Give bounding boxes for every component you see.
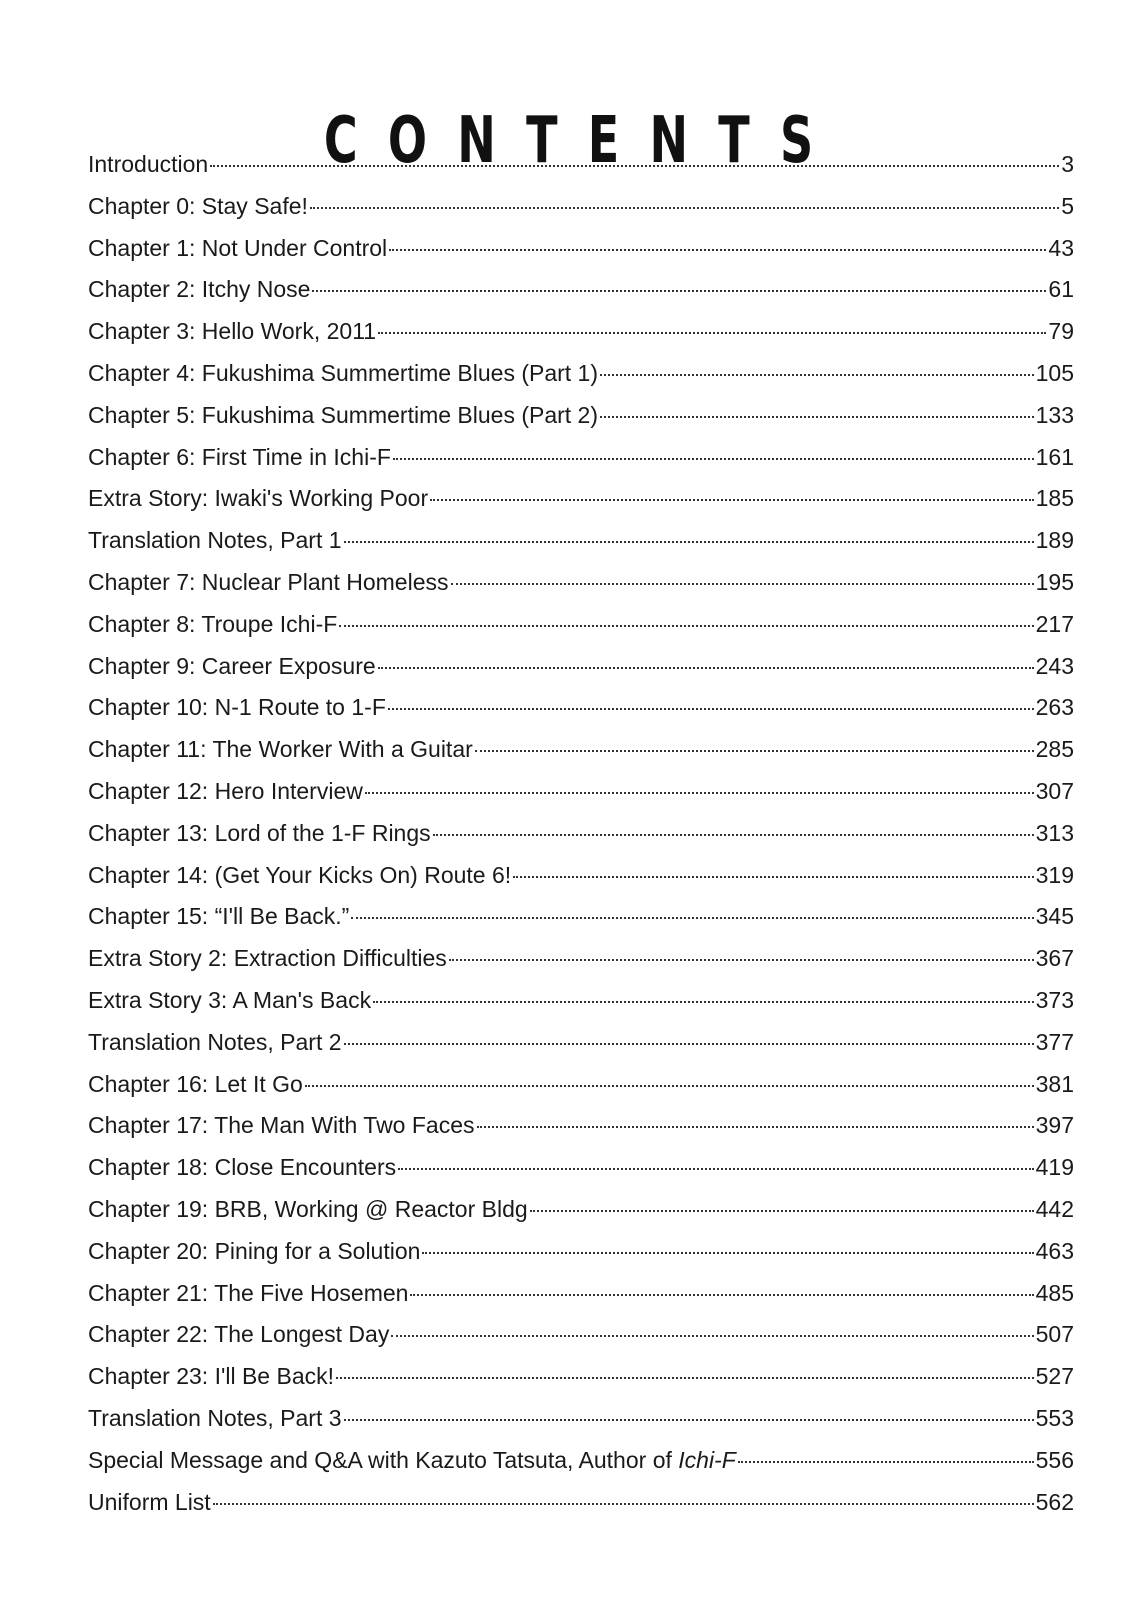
toc-entry[interactable] (88, 228, 1074, 270)
toc-entry-page-number: 373 (1035, 986, 1074, 1013)
toc-entry-page-number: 463 (1035, 1237, 1074, 1264)
dot-leader (393, 458, 1034, 460)
toc-entry[interactable] (88, 311, 1074, 353)
dot-leader (449, 959, 1034, 961)
toc-entry-title-text: Special Message and Q&A with Kazuto Tatsuta, Author of (88, 1446, 679, 1473)
dot-leader (422, 1252, 1033, 1254)
toc-entry-title-text: Uniform List (88, 1488, 211, 1515)
toc-entry-page-number: 507 (1035, 1321, 1074, 1348)
toc-entry-page-number: 243 (1035, 652, 1074, 679)
toc-entry-title (88, 687, 386, 729)
toc-entry-page-number: 562 (1035, 1488, 1074, 1515)
toc-entry-title-text: Chapter 4: Fukushima Summertime Blues (Part 1) (88, 359, 599, 386)
toc-entry[interactable] (88, 1314, 1074, 1356)
toc-entry[interactable] (88, 729, 1074, 771)
toc-entry-title-text: Chapter 15: “I'll Be Back.” (88, 903, 350, 930)
toc-entry-title-text: Chapter 18: Close Encounters (88, 1154, 397, 1181)
toc-entry-title-text: Extra Story: Iwaki's Working Poor (88, 485, 429, 512)
toc-entry-title (88, 311, 376, 353)
dot-leader (738, 1461, 1034, 1463)
toc-entry[interactable] (88, 1482, 1074, 1524)
toc-entry-title (88, 269, 310, 311)
toc-entry-title-text: Chapter 11: The Worker With a Guitar (88, 736, 473, 763)
toc-entry-page-number: 185 (1035, 485, 1074, 512)
toc-entry-page-number: 397 (1035, 1112, 1074, 1139)
toc-entry-title-text: Chapter 10: N-1 Route to 1-F (88, 694, 386, 721)
toc-entry[interactable] (88, 1064, 1074, 1106)
dot-leader (339, 625, 1033, 627)
toc-entry-title (88, 1022, 342, 1064)
toc-entry-title (88, 896, 349, 938)
toc-entry-title-text: Chapter 16: Let It Go (88, 1070, 303, 1097)
toc-entry-page-number: 527 (1035, 1363, 1074, 1390)
toc-entry[interactable] (88, 1398, 1074, 1440)
toc-entry-title (88, 729, 473, 771)
toc-entry-title (88, 813, 431, 855)
dot-leader (351, 917, 1033, 919)
toc-entry-page-number: 307 (1035, 777, 1074, 804)
toc-entry-title (88, 771, 363, 813)
toc-entry-page-number: 319 (1035, 861, 1074, 888)
toc-entry-page-number: 161 (1035, 443, 1074, 470)
toc-entry-page-number: 263 (1035, 694, 1074, 721)
toc-entry-page-number: 43 (1048, 234, 1074, 261)
toc-entry[interactable] (88, 144, 1074, 186)
toc-entry-title-italic: Ichi-F (678, 1446, 736, 1473)
dot-leader (344, 1043, 1034, 1045)
toc-entry[interactable] (88, 437, 1074, 479)
toc-entry-title-text: Chapter 14: (Get Your Kicks On) Route 6! (88, 861, 512, 888)
toc-entry-title (88, 353, 598, 395)
dot-leader (344, 1419, 1034, 1421)
toc-entry-page-number: 345 (1035, 903, 1074, 930)
toc-entry[interactable] (88, 269, 1074, 311)
toc-entry-title-text: Introduction (88, 151, 209, 177)
toc-entry-title (88, 938, 447, 980)
toc-entry-title (88, 144, 208, 186)
toc-entry-title-text: Chapter 0: Stay Safe! (88, 192, 308, 219)
toc-entry-title (88, 395, 598, 437)
dot-leader (600, 374, 1034, 376)
toc-entry[interactable] (88, 604, 1074, 646)
dot-leader (513, 876, 1033, 878)
toc-entry-title (88, 1147, 396, 1189)
toc-entry-page-number: 79 (1048, 318, 1074, 345)
toc-entry-title-text: Chapter 13: Lord of the 1-F Rings (88, 819, 431, 846)
toc-entry-title-text: Chapter 1: Not Under Control (88, 234, 388, 261)
toc-entry-title (88, 1231, 420, 1273)
toc-entry[interactable] (88, 1022, 1074, 1064)
dot-leader (344, 541, 1034, 543)
dot-leader (365, 792, 1034, 794)
toc-entry-page-number: 195 (1035, 568, 1074, 595)
toc-entry[interactable] (88, 687, 1074, 729)
dot-leader (430, 499, 1033, 501)
dot-leader (388, 708, 1034, 710)
toc-entry-page-number: 485 (1035, 1279, 1074, 1306)
dot-leader (398, 1168, 1034, 1170)
toc-entry-title-text: Chapter 7: Nuclear Plant Homeless (88, 568, 449, 595)
toc-entry[interactable] (88, 1356, 1074, 1398)
toc-entry-title-text: Chapter 5: Fukushima Summertime Blues (Part 2) (88, 401, 599, 428)
toc-entry-title (88, 1440, 736, 1482)
toc-entry-title (88, 980, 371, 1022)
dot-leader (373, 1001, 1034, 1003)
dot-leader (410, 1294, 1033, 1296)
toc-entry[interactable] (88, 1273, 1074, 1315)
toc-entry[interactable] (88, 1440, 1074, 1482)
toc-entry-title (88, 604, 337, 646)
toc-entry-title (88, 1189, 528, 1231)
toc-entry[interactable] (88, 186, 1074, 228)
toc-entry-title-text: Chapter 20: Pining for a Solution (88, 1237, 421, 1264)
toc-entry-title-text: Chapter 19: BRB, Working @ Reactor Bldg (88, 1195, 528, 1222)
toc-entry-page-number: 442 (1035, 1195, 1074, 1222)
dot-leader (530, 1210, 1034, 1212)
toc-entry[interactable] (88, 395, 1074, 437)
toc-entry-page-number: 133 (1035, 401, 1074, 428)
toc-entry-page-number: 367 (1035, 945, 1074, 972)
toc-entry[interactable] (88, 1147, 1074, 1189)
dot-leader (312, 290, 1046, 292)
toc-entry[interactable] (88, 1105, 1074, 1147)
toc-entry-page-number: 419 (1035, 1154, 1074, 1181)
toc-entry[interactable] (88, 771, 1074, 813)
toc-entry-title (88, 1064, 303, 1106)
toc-entry-title (88, 186, 308, 228)
table-of-contents (88, 144, 1074, 1523)
toc-entry-page-number: 5 (1061, 192, 1074, 219)
toc-entry[interactable] (88, 855, 1074, 897)
toc-entry-title (88, 1105, 475, 1147)
toc-entry[interactable] (88, 980, 1074, 1022)
toc-entry[interactable] (88, 896, 1074, 938)
toc-entry-page-number: 313 (1035, 819, 1074, 846)
dot-leader (451, 583, 1034, 585)
toc-entry-page-number: 3 (1061, 151, 1074, 177)
toc-entry-title (88, 478, 428, 520)
toc-entry-title (88, 1273, 408, 1315)
dot-leader (305, 1085, 1034, 1087)
dot-leader (600, 416, 1034, 418)
toc-entry-title-text: Chapter 12: Hero Interview (88, 777, 363, 804)
toc-entry-page-number: 189 (1035, 527, 1074, 554)
toc-entry-title (88, 228, 387, 270)
toc-entry[interactable] (88, 520, 1074, 562)
toc-entry-title (88, 1398, 342, 1440)
toc-entry-title-text: Chapter 2: Itchy Nose (88, 276, 311, 303)
toc-entry-title (88, 562, 449, 604)
toc-entry-title (88, 646, 376, 688)
toc-entry-page-number: 61 (1048, 276, 1074, 303)
toc-entry[interactable] (88, 938, 1074, 980)
toc-entry-title (88, 1482, 211, 1524)
toc-entry-page-number: 377 (1035, 1028, 1074, 1055)
toc-entry-title (88, 520, 342, 562)
toc-entry[interactable] (88, 646, 1074, 688)
toc-entry-title (88, 855, 511, 897)
dot-leader (336, 1377, 1034, 1379)
dot-leader (477, 1126, 1034, 1128)
page-title: CONTENTS (323, 103, 844, 178)
dot-leader (310, 207, 1059, 209)
toc-entry-title-text: Chapter 9: Career Exposure (88, 652, 376, 679)
toc-entry-title-text: Translation Notes, Part 1 (88, 527, 342, 554)
toc-entry-title-text: Chapter 3: Hello Work, 2011 (88, 318, 377, 345)
toc-entry-page-number: 381 (1035, 1070, 1074, 1097)
toc-entry[interactable] (88, 478, 1074, 520)
toc-entry-page-number: 217 (1035, 610, 1074, 637)
toc-entry[interactable] (88, 813, 1074, 855)
dot-leader (389, 249, 1046, 251)
dot-leader (378, 332, 1046, 334)
toc-entry[interactable] (88, 562, 1074, 604)
toc-entry[interactable] (88, 353, 1074, 395)
toc-entry[interactable] (88, 1189, 1074, 1231)
dot-leader (213, 1503, 1034, 1505)
toc-entry-title (88, 1314, 389, 1356)
toc-entry-title-text: Translation Notes, Part 2 (88, 1028, 342, 1055)
toc-entry-title-text: Translation Notes, Part 3 (88, 1404, 342, 1431)
dot-leader (210, 165, 1059, 167)
toc-entry-title (88, 1356, 334, 1398)
toc-entry-title-text: Chapter 6: First Time in Ichi-F (88, 443, 391, 470)
toc-entry[interactable] (88, 1231, 1074, 1273)
toc-entry-title-text: Chapter 23: I'll Be Back! (88, 1363, 335, 1390)
dot-leader (391, 1335, 1033, 1337)
toc-entry-page-number: 105 (1035, 359, 1074, 386)
toc-entry-title-text: Extra Story 2: Extraction Difficulties (88, 945, 447, 972)
toc-entry-page-number: 285 (1035, 736, 1074, 763)
dot-leader (378, 667, 1034, 669)
toc-entry-title-text: Chapter 21: The Five Hosemen (88, 1279, 409, 1306)
toc-entry-title-text: Chapter 8: Troupe Ichi-F (88, 610, 338, 637)
toc-entry-page-number: 553 (1035, 1404, 1074, 1431)
toc-entry-page-number: 556 (1035, 1446, 1074, 1473)
toc-entry-title (88, 437, 391, 479)
toc-entry-title-text: Extra Story 3: A Man's Back (88, 986, 372, 1013)
dot-leader (433, 834, 1034, 836)
toc-entry-title-text: Chapter 22: The Longest Day (88, 1321, 390, 1348)
dot-leader (475, 750, 1034, 752)
toc-entry-title-text: Chapter 17: The Man With Two Faces (88, 1112, 475, 1139)
